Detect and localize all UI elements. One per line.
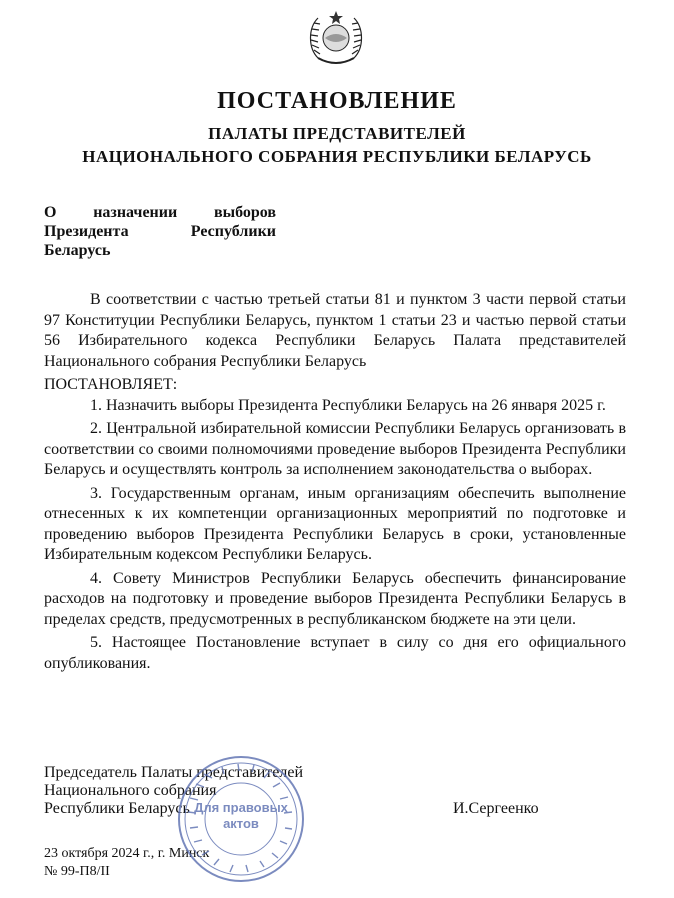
document-subject: О назначении выборов Президента Республики Беларусь bbox=[44, 204, 276, 259]
belarus-state-emblem-icon bbox=[306, 8, 366, 70]
decree-item: 5. Настоящее Постановление вступает в силу со дня его официального опубликования. bbox=[44, 634, 626, 672]
document-body bbox=[44, 290, 626, 677]
document-title: ПОСТАНОВЛЕНИЕ bbox=[217, 88, 457, 114]
signatory-name: И.Сергеенко bbox=[453, 800, 539, 817]
official-stamp bbox=[174, 752, 308, 886]
preamble-paragraph: В соответствии с частью третьей статьи 81 и пунктом 3 части первой статьи 97 Конституции Республики Беларусь, пунктом 1 статьи 23 и частью первой статьи 56 Избирательного кодекса Республики Беларусь Палата представителей Национального собрания Республики Беларусь bbox=[44, 291, 626, 370]
decree-item: 1. Назначить выборы Президента Республики Беларусь на 26 января 2025 г. bbox=[90, 396, 606, 414]
document-number: № 99-П8/II bbox=[44, 864, 110, 879]
decree-item: 2. Центральной избирательной комиссии Республики Беларусь организовать в соответствии со своими полномочиями проведение выборов Президента Республики Беларусь и осуществлять контроль за исполнением законодательства о выборах. bbox=[44, 420, 626, 478]
stamp-text-line: актов bbox=[223, 816, 259, 831]
decree-item: 3. Государственным органам, иным организациям обеспечить выполнение отнесенных к их компетенции организационных мероприятий по подготовке и проведению выборов Президента Республики Беларусь в сроки, установленные Избирательным кодексом Республики Беларусь. bbox=[44, 484, 626, 563]
decree-item: 4. Совету Министров Республики Беларусь обеспечить финансирование расходов на подготовку и проведение выборов Президента Республики Беларусь в пределах средств, предусмотренных в республиканском бюджете на эти цели. bbox=[44, 569, 626, 628]
signatory-position-line: Республики Беларусь bbox=[44, 800, 190, 817]
signatory-position-line: Председатель Палаты представителей bbox=[44, 764, 304, 781]
decree-word: ПОСТАНОВЛЯЕТ: bbox=[44, 376, 178, 393]
issuer-line-2: НАЦИОНАЛЬНОГО СОБРАНИЯ РЕСПУБЛИКИ БЕЛАРУСЬ bbox=[82, 147, 592, 166]
signatory-position-line: Национального собрания bbox=[44, 782, 217, 799]
stamp-text-line: Для правовых bbox=[194, 800, 288, 815]
issuer-line-1: ПАЛАТЫ ПРЕДСТАВИТЕЛЕЙ bbox=[208, 124, 466, 143]
date-place: 23 октября 2024 г., г. Минск bbox=[44, 846, 210, 861]
